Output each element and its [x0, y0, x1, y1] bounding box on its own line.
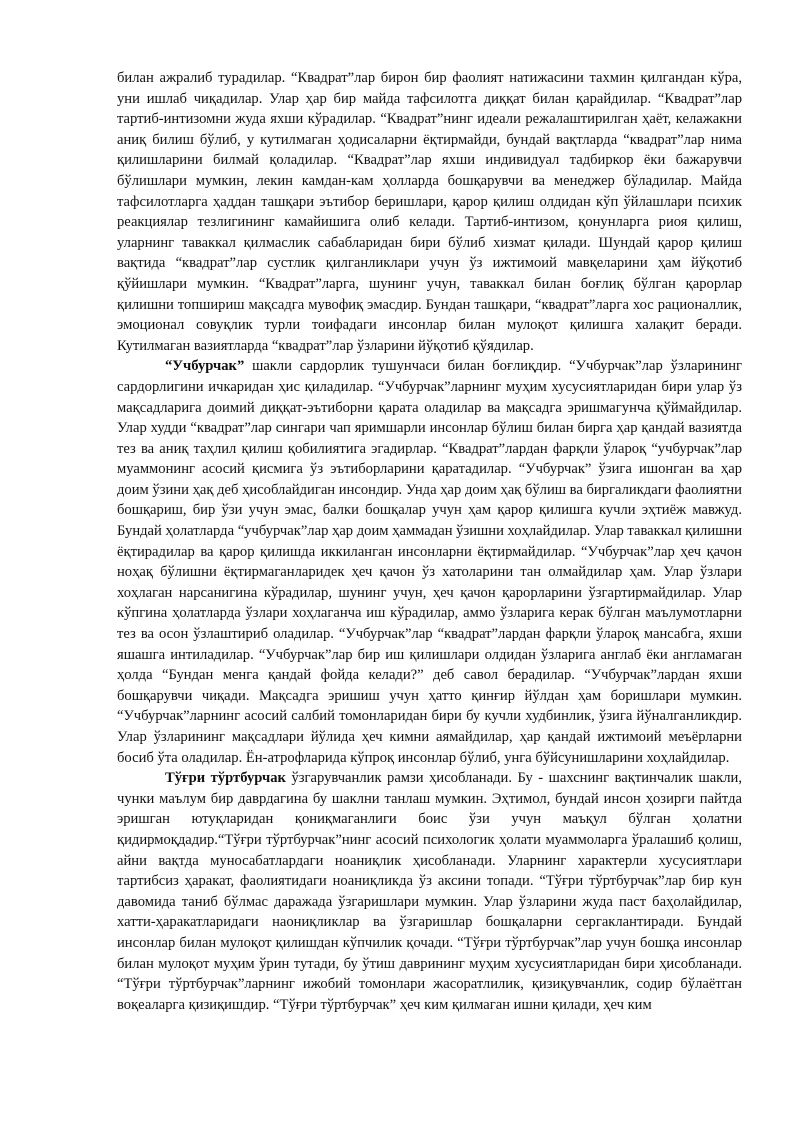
- paragraph-triangles-text: шакли сардорлик тушунчаси билан боғлиқдир. “Учбурчак”лар ўзларининг сардорлигини ичкаридан ҳис қиладилар. “Учбурчак”ларнинг муҳим хусусиятларидан бири улар ўз мақсадларига доимий диққат-эътиборни қарата оладилар ва мақсадга эришмагунча қўймайдилар. Улар худди “квадрат”лар сингари чап яримшарли инсонлар бўлиш билан бирга ҳар қандай вазиятда тез ва аниқ таҳлил қилиш қобилиятига эгадирлар. “Квадрат”лардан фарқли ўлароқ “учбурчак”лар муаммонинг асосий қисмига ўз эътиборларини қаратадилар. “Учбурчак” ўзига ишонган ва ҳар доим ўзини ҳақ деб ҳисоблайдиган инсондир. Унда ҳар доим ҳақ бўлиш ва биргаликдаги фаолиятни бошқариш, бир ўзи учун эмас, балки бошқалар учун ҳам қарор қилишга кучли эҳтиёж мавжуд. Бундай ҳолатларда “учбурчак”лар ҳар доим ҳаммадан ўзишни хоҳлайдилар. Улар таваккал қилишни ёқтирадилар ва қарор қилишда иккиланган инсонларни ёқтирмайдилар. “Учбурчак”лар ҳеч қачон ноҳақ бўлишни ёқтирмаганларидек ҳеч қачон ўз хатоларини тан олмайдилар ҳам. Улар ўзлари хоҳлаган нарсанигина кўрадилар, шунинг учун, ҳеч қачон қарорларини ўзгартирмайдилар. Улар кўпгина ҳолатларда ўзлари хоҳлаганча иш кўрадилар, аммо ўзларига керак бўлган маълумотларни тез ва осон ўзлаштириб оладилар. “Учбурчак”лар “квадрат”лардан фарқли ўлароқ мансабга, яхши яшашга интиладилар. “Учбурчак”лар бир иш қилишлари олдидан ўзларига англаб ёки англамаган ҳолда “Бундан менга қандай фойда келади?” деб савол берадилар. “Учбурчак”лардан яхши бошқарувчи чиқади. Мақсадга эришиш учун ҳатто қинғир йўлдан ҳам боришлари мумкин. “Учбурчак”ларнинг асосий салбий томонларидан бири бу кучли худбинлик, ўзига йўналганликдир. Улар ўзларининг мақсадлари йўлида ҳеч кимни аямайдилар, ҳар қандай ижтимоий меъёрларни босиб ўта оладилар. Ён-атрофларида кўпроқ инсонлар бўлиб, унга бўйсунишларини хоҳлайдилар.: [117, 358, 742, 766]
- term-rectangle: Тўғри тўртбурчак: [165, 770, 286, 787]
- document-page: [117, 68, 742, 1015]
- paragraph-rectangles-text: ўзгарувчанлик рамзи ҳисобланади. Бу - шахснинг вақтинчалик шакли, чунки маълум бир даврдагина бу шаклни танлаш мумкин. Эҳтимол, бундай инсон ҳозирги пайтда эришган ютуқларидан қониқмаганлиги боис ўзи учун маъқул бўлган ҳолатни қидирмоқдадир.“Тўғри тўртбурчак”нинг асосий психологик ҳолати муаммоларга ўралашиб қолиш, айни вақтда муносабатлардаги ноаниқлик ҳисобланади. Уларнинг характерли хусусиятлари тартибсиз ҳаракат, фаолиятидаги ноаниқликда ўз аксини топади. “Тўғри тўртбурчак”лар бир кун давомида таниб бўлмас даражада ўзгаришлари мумкин. Улар ўзларини жуда паст баҳолайдилар, хатти-ҳаракатларидаги наониқликлар ва ўзгаришлар бошқаларни сергаклантиради. Бундай инсонлар билан мулоқот қилишдан кўпчилик қочади. “Тўғри тўртбурчак”лар учун бошқа инсонлар билан мулоқот муҳим ўрин тутади, бу ўтиш даврининг муҳим хусусиятларидан бири ҳисобланади. “Тўғри тўртбурчак”ларнинг ижобий томонлари жасоратлилик, қизиқувчанлик, содир бўлаётган воқеаларга қизиқишдир. “Тўғри тўртбурчак” ҳеч ким қилмаган ишни қилади, ҳеч ким: [117, 770, 743, 1013]
- paragraph-rectangles: [117, 768, 742, 1015]
- paragraph-triangles: [117, 356, 742, 768]
- term-triangle: “Учбурчак”: [165, 358, 245, 375]
- paragraph-squares: билан ажралиб турадилар. “Квадрат”лар бирон бир фаолият натижасини тахмин қилгандан кўра, уни ишлаб чиқадилар. Улар ҳар бир майда тафсилотга диққат билан қарайдилар. “Квадрат”лар тартиб-интизомни жуда яхши кўрадилар. “Квадрат”нинг идеали режалаштирилган ҳаёт, келажакни аниқ билиш бўлиб, у кутилмаган ҳодисаларни ёқтирмайди, бундай вақтларда “квадрат”лар нима қилишларини билмай қоладилар. “Квадрат”лар яхши индивидуал тадбиркор ёки бажарувчи бўлишлари мумкин, лекин камдан-кам ҳолларда бошқарувчи ва менеджер бўладилар. Майда тафсилотларга ҳаддан ташқари эътибор беришлари, қарор қилиш олдидан кўп ўйлашлари психик реакциялар тезлигининг камайишига олиб келади. Тартиб-интизом, қонунларга риоя қилиш, уларнинг таваккал қилмаслик сабабларидан бири бўлиб хизмат қилади. Шундай қарор қилиш вақтида “квадрат”лар сустлик қилганликлари учун ўз ижтимоий мавқеларини ҳам йўқотиб қўйишлари мумкин. “Квадрат”ларга, шунинг учун, таваккал билан боғлиқ бўлган қарорлар қилишни топшириш мақсадга мувофиқ эмасдир. Бундан ташқари, “квадрат”ларга хос рационаллик, эмоционал совуқлик турли тоифадаги инсонлар билан мулоқот қилишга халақит беради. Кутилмаган вазиятларда “квадрат”лар ўзларини йўқотиб қўядилар.: [117, 70, 742, 354]
